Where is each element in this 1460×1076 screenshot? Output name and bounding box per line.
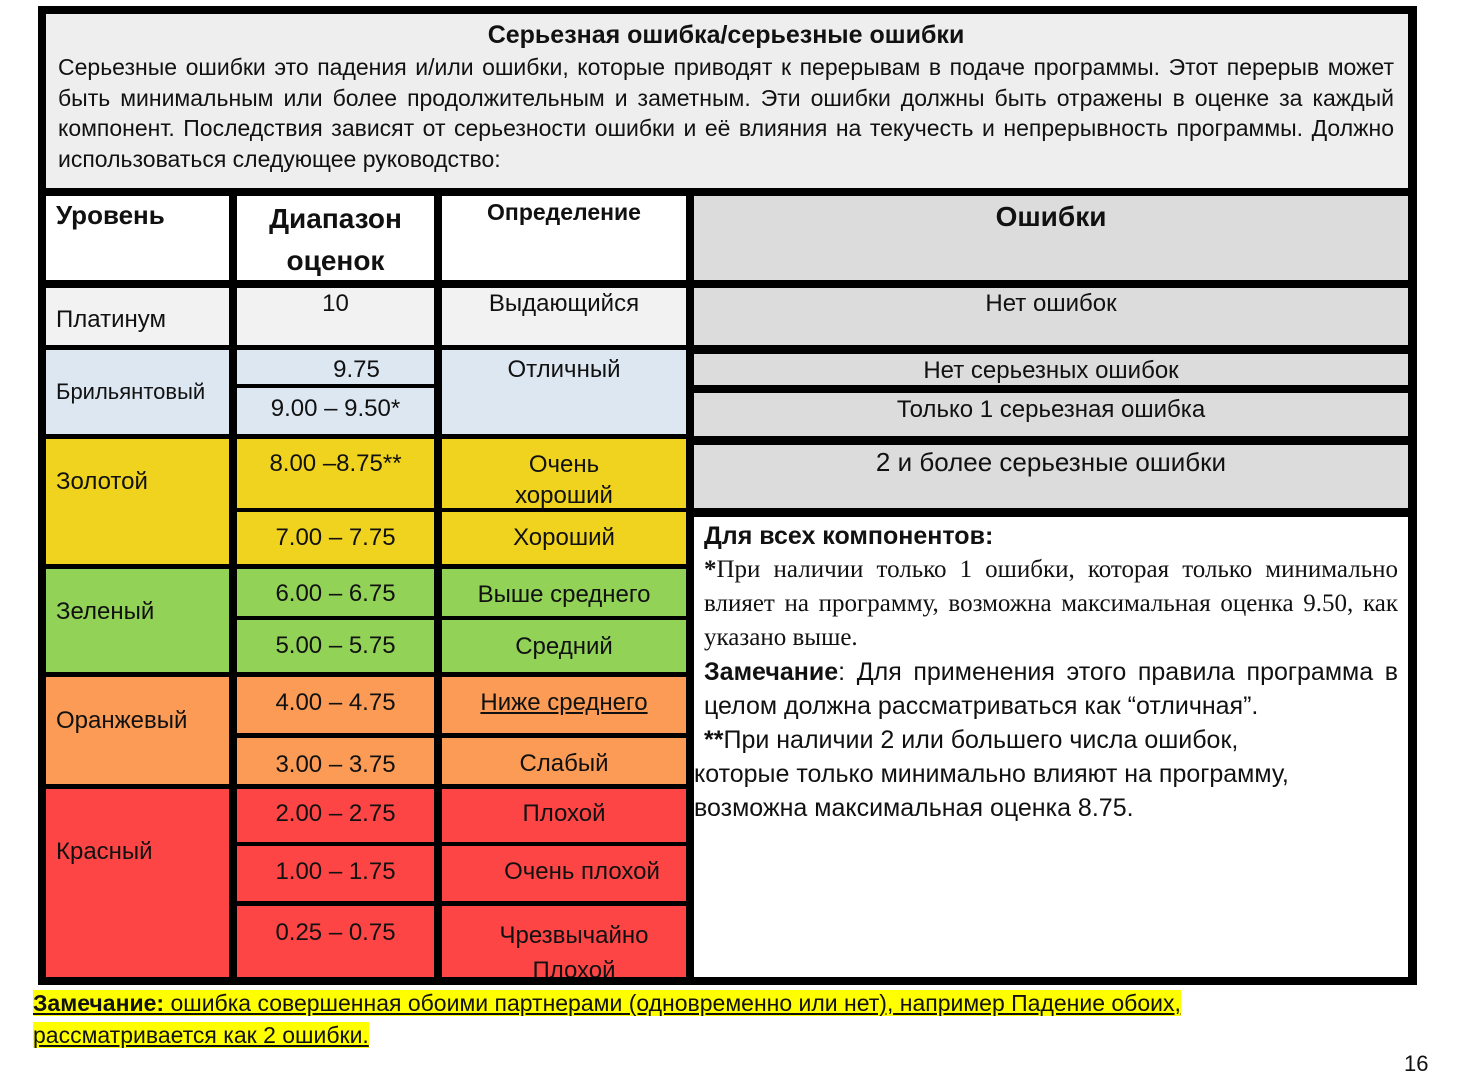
definition-cell: Средний	[442, 620, 686, 672]
note-text-line: которые только минимально влияют на программу,	[694, 760, 1289, 788]
column-header-level: Уровень	[46, 196, 229, 280]
note-text: При наличии 2 или большего числа ошибок,	[723, 726, 1239, 754]
remark-label: Замечание	[704, 658, 839, 686]
definition-cell	[442, 677, 686, 733]
definition-line: Чрезвычайно	[499, 922, 649, 949]
footer-text: рассматривается как 2 ошибки.	[33, 1022, 369, 1048]
range-cell: 7.00 – 7.75	[237, 512, 434, 564]
note-text: При наличии только 1 ошибки, которая только минимально влияет на программу, возможна максимальная оценка 9.50, как указано выше.	[704, 556, 1398, 651]
definition-text: Ниже среднего	[480, 689, 648, 716]
errors-cell: Только 1 серьезная ошибка	[694, 393, 1408, 436]
definition-line: Плохой	[532, 957, 616, 977]
errors-cell: 2 и более серьезные ошибки	[694, 445, 1408, 508]
definition-cell: Отличный	[442, 350, 686, 434]
level-red: Красный	[46, 789, 229, 977]
note-marker: *	[704, 556, 717, 583]
range-cell: 2.00 – 2.75	[237, 789, 434, 842]
definition-line: хороший	[515, 482, 613, 508]
note-multiple-errors	[704, 723, 1398, 757]
level-orange: Оранжевый	[46, 677, 229, 784]
notes-title: Для всех компонентов:	[704, 522, 994, 550]
level-diamond: Брильянтовый	[46, 350, 229, 434]
column-header-definition: Определение	[442, 196, 686, 280]
remark-text: : Для применения этого правила программа в целом должна рассматриваться как “отличная”.	[704, 658, 1398, 720]
note-marker: **	[704, 726, 724, 754]
definition-cell	[442, 439, 686, 508]
range-cell: 9.75	[237, 350, 434, 384]
range-cell: 4.00 – 4.75	[237, 677, 434, 733]
definition-cell: Выше среднего	[442, 569, 686, 616]
column-header-range-line1: Диапазон	[269, 203, 402, 234]
table-intro-text: Серьезные ошибки это падения и/или ошибки, которые приводят к перерывам в подаче программы. Этот перерыв может быть минимальным или более продолжительным и заметным. Эти ошибки должны быть отражены в оценке за каждый компонент. Последствия зависят от серьезности ошибки и её влияния на текучесть и непрерывность программы. Должно использоваться следующее руководство:	[58, 54, 1394, 172]
page-number: 16	[1404, 1051, 1429, 1076]
definition-line: Очень	[528, 451, 600, 478]
errors-cell: Нет ошибок	[694, 288, 1408, 345]
column-header-range-line2: оценок	[286, 245, 385, 276]
range-cell: 6.00 – 6.75	[237, 569, 434, 616]
footer-text: ошибка совершенная обоими партнерами (одновременно или нет), например Падение обоих,	[164, 990, 1181, 1016]
level-gold: Золотой	[46, 439, 229, 564]
errors-cell: Нет серьезных ошибок	[694, 354, 1408, 385]
range-cell: 3.00 – 3.75	[237, 738, 434, 784]
column-header-errors: Ошибки	[694, 196, 1408, 280]
level-green: Зеленый	[46, 569, 229, 672]
footer-label: Замечание:	[33, 990, 165, 1016]
note-text-line: возможна максимальная оценка 8.75.	[694, 794, 1134, 822]
column-header-range	[237, 196, 434, 280]
note-remark	[704, 655, 1398, 723]
definition-cell: Выдающийся	[442, 288, 686, 345]
notes-cell	[694, 517, 1408, 977]
range-cell: 5.00 – 5.75	[237, 620, 434, 672]
range-cell: 8.00 –8.75**	[237, 439, 434, 508]
range-cell: 1.00 – 1.75	[237, 846, 434, 901]
note-single-error	[704, 553, 1398, 655]
footer-remark	[33, 987, 1383, 1051]
definition-cell: Очень плохой	[442, 846, 686, 901]
definition-cell	[442, 906, 686, 977]
range-cell: 10	[237, 288, 434, 345]
definition-cell: Хороший	[442, 512, 686, 564]
table-header-cell	[46, 14, 1408, 188]
definition-cell: Плохой	[442, 789, 686, 842]
definition-cell: Слабый	[442, 738, 686, 784]
range-cell: 0.25 – 0.75	[237, 906, 434, 977]
level-platinum: Платинум	[46, 288, 229, 345]
table-title: Серьезная ошибка/серьезные ошибки	[487, 21, 965, 49]
range-cell: 9.00 – 9.50*	[237, 388, 434, 434]
